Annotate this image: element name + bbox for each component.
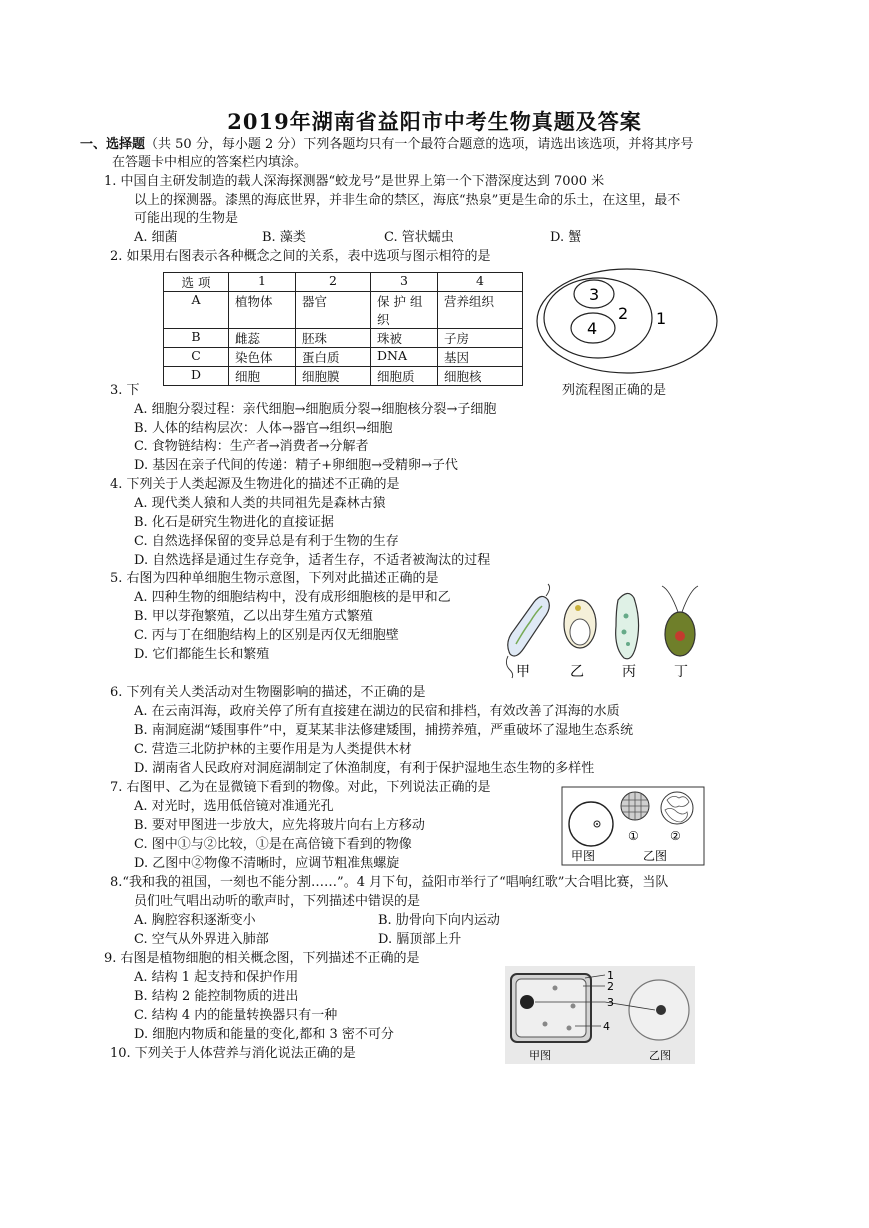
table-header-cell: 2 [296, 273, 371, 292]
table-cell: B [164, 329, 229, 348]
q4-option-c: C. 自然选择保留的变异总是有利于生物的生存 [134, 534, 399, 549]
q10-stem: 10. 下列关于人体营养与消化说法正确的是 [110, 1046, 356, 1061]
table-header-row [164, 273, 523, 292]
cells-view-2 [661, 792, 693, 824]
organism-label-jia: 甲 [516, 664, 530, 680]
table-cell: C [164, 348, 229, 367]
q6-option-c: C. 营造三北防护林的主要作用是为人类提供木材 [134, 742, 412, 757]
q1-option-d: D. 蟹 [550, 230, 582, 245]
table-cell: 器官 [296, 292, 371, 329]
organism-label-yi: 乙 [570, 664, 584, 680]
q1-option-b: B. 藻类 [262, 230, 306, 245]
q9-option-b: B. 结构 2 能控制物质的进出 [134, 989, 299, 1004]
cells-view-1 [621, 792, 649, 820]
q6-option-b: B. 南洞庭湖“矮围事件”中，夏某某非法修建矮围，捕捞养殖，严重破坏了湿地生态系统 [134, 723, 634, 738]
q5-option-b: B. 甲以芽孢繁殖，乙以出芽生殖方式繁殖 [134, 609, 373, 624]
table-cell: 基因 [438, 348, 523, 367]
section-label: 一、选择题 [80, 137, 146, 152]
table-row [164, 292, 523, 311]
table-cell: 细胞核 [438, 367, 523, 386]
diagram-label-2: 2 [618, 304, 629, 323]
q8-option-a: A. 胸腔容积逐渐变小 [134, 913, 256, 928]
table-header-cell: 选 项 [164, 273, 229, 292]
table-cell: 细胞 [229, 367, 296, 386]
diagram-label-4: 4 [587, 319, 598, 338]
cell-label-2: 2 [607, 980, 614, 993]
page-title: 2019年湖南省益阳市中考生物真题及答案 [227, 109, 642, 134]
q2-options-table [163, 272, 523, 386]
cell-label-3: 3 [607, 996, 614, 1009]
q5-organism-diagram [500, 582, 710, 682]
q6-option-d: D. 湖南省人民政府对洞庭湖制定了休渔制度，有利于保护湿地生态生物的多样性 [134, 761, 595, 776]
q7-option-d: D. 乙图中②物像不清晰时，应调节粗准焦螺旋 [134, 856, 400, 871]
q1-option-c: C. 管状蠕虫 [384, 230, 454, 245]
q7-option-a: A. 对光时，选用低倍镜对准通光孔 [134, 799, 334, 814]
q7-option-b: B. 要对甲图进一步放大，应先将玻片向右上方移动 [134, 818, 425, 833]
plant-cell-icon [511, 974, 591, 1042]
fig-label-jia: 甲图 [529, 1049, 551, 1062]
chlamydomonas-icon [662, 586, 698, 656]
q2-stem: 2. 如果用右图表示各种概念之间的关系，表中选项与图示相符的是 [110, 249, 491, 264]
table-row [164, 367, 523, 386]
q4-stem: 4. 下列关于人类起源及生物进化的描述不正确的是 [110, 477, 400, 492]
table-cell: 织 [371, 310, 438, 329]
q3-option-d: D. 基因在亲子代间的传递：精子+卵细胞→受精卵→子代 [134, 458, 458, 473]
table-cell: 子房 [438, 329, 523, 348]
diagram-label-3: 3 [589, 285, 600, 304]
q3-option-c: C. 食物链结构：生产者→消费者→分解者 [134, 439, 369, 454]
q8-option-d: D. 膈顶部上升 [378, 932, 462, 947]
q9-option-c: C. 结构 4 内的能量转换器只有一种 [134, 1008, 338, 1023]
table-cell: 胚珠 [296, 329, 371, 348]
q5-option-d: D. 它们都能生长和繁殖 [134, 647, 270, 662]
q4-option-b: B. 化石是研究生物进化的直接证据 [134, 515, 334, 530]
q7-option-c: C. 图中①与②比较，①是在高倍镜下看到的物像 [134, 837, 412, 852]
table-header-cell: 3 [371, 273, 438, 292]
table-cell: 细胞膜 [296, 367, 371, 386]
q1-stem-line3: 可能出现的生物是 [134, 211, 239, 226]
table-cell: 染色体 [229, 348, 296, 367]
q8-stem-line2: 员们吐气唱出动听的歌声时，下列描述中错误的是 [134, 894, 421, 909]
section-desc-line2: 在答题卡中相应的答案栏内填涂。 [112, 155, 308, 170]
table-cell: 珠被 [371, 329, 438, 348]
table-header-cell: 4 [438, 273, 523, 292]
q9-option-d: D. 细胞内物质和能量的变化,都和 3 密不可分 [134, 1027, 394, 1042]
q7-microscope-diagram [561, 786, 705, 866]
q9-plant-cell-diagram [505, 966, 695, 1064]
q7-stem: 7. 右图甲、乙为在显微镜下看到的物像。对此，下列说法正确的是 [110, 780, 491, 795]
q3-stem-end: 列流程图正确的是 [562, 383, 667, 398]
yeast-icon [564, 600, 596, 648]
table-cell: 植物体 [229, 292, 296, 329]
q6-stem: 6. 下列有关人类活动对生物圈影响的描述，不正确的是 [110, 685, 426, 700]
q4-option-a: A. 现代类人猿和人类的共同祖先是森林古猿 [134, 496, 386, 511]
cell-label-1: 1 [607, 969, 614, 982]
q3-stem-start: 3. 下 [110, 383, 140, 398]
table-cell: D [164, 367, 229, 386]
diagram-label-1: 1 [656, 309, 667, 328]
view-label-1: ① [628, 829, 639, 843]
fig-label-jia: 甲图 [571, 849, 596, 863]
q5-option-c: C. 丙与丁在细胞结构上的区别是丙仅无细胞壁 [134, 628, 399, 643]
table-cell: 雌蕊 [229, 329, 296, 348]
table-cell: DNA [371, 348, 438, 367]
q3-option-b: B. 人体的结构层次：人体→器官→组织→细胞 [134, 421, 393, 436]
table-cell: 细胞质 [371, 367, 438, 386]
table-header-cell: 1 [229, 273, 296, 292]
fig-label-yi: 乙图 [649, 1049, 671, 1062]
table-cell: 营养组织 [438, 292, 523, 329]
q2-concept-diagram [534, 266, 720, 376]
table-cell: A [164, 292, 229, 329]
animal-cell-icon [629, 980, 689, 1040]
q5-option-a: A. 四种生物的细胞结构中，没有成形细胞核的是甲和乙 [134, 590, 451, 605]
q6-option-a: A. 在云南洱海，政府关停了所有直接建在湖边的民宿和排档，有效改善了洱海的水质 [134, 704, 620, 719]
organism-label-bing: 丙 [622, 664, 636, 680]
table-row [164, 329, 523, 348]
q8-option-b: B. 肋骨向下向内运动 [378, 913, 500, 928]
q1-stem-line2: 以上的探测器。漆黑的海底世界，并非生命的禁区，海底“热泉”更是生命的乐土，在这里，最不 [134, 193, 681, 208]
section-desc-line1: （共 50 分，每小题 2 分）下列各题均只有一个最符合题意的选项，请选出该选项，并将其序号 [145, 137, 694, 152]
table-row [164, 348, 523, 367]
fig-label-yi: 乙图 [643, 849, 668, 863]
q5-stem: 5. 右图为四种单细胞生物示意图，下列对此描述正确的是 [110, 571, 439, 586]
q1-option-a: A. 细菌 [134, 230, 178, 245]
section-heading [80, 136, 693, 154]
q8-option-c: C. 空气从外界进入肺部 [134, 932, 269, 947]
table-cell: 蛋白质 [296, 348, 371, 367]
q9-stem: 9. 右图是植物细胞的相关概念图，下列描述不正确的是 [104, 951, 420, 966]
organism-label-ding: 丁 [674, 664, 688, 680]
q9-option-a: A. 结构 1 起支持和保护作用 [134, 970, 299, 985]
q1-stem-line1: 1. 中国自主研发制造的载人深海探测器“蛟龙号”是世界上第一个下潜深度达到 7000 米 [104, 174, 605, 189]
q3-option-a: A. 细胞分裂过程：亲代细胞→细胞质分裂→细胞核分裂→子细胞 [134, 402, 497, 417]
paramecium-icon [616, 593, 639, 658]
cell-label-4: 4 [603, 1020, 610, 1033]
q4-option-d: D. 自然选择是通过生存竞争，适者生存，不适者被淘汰的过程 [134, 553, 491, 568]
table-cell: 保 护 组 [371, 292, 438, 311]
view-label-2: ② [670, 829, 681, 843]
q8-stem-line1: 8.“我和我的祖国，一刻也不能分割……”。4 月下旬，益阳市举行了“唱响红歌”大合唱比赛，当队 [110, 875, 669, 890]
